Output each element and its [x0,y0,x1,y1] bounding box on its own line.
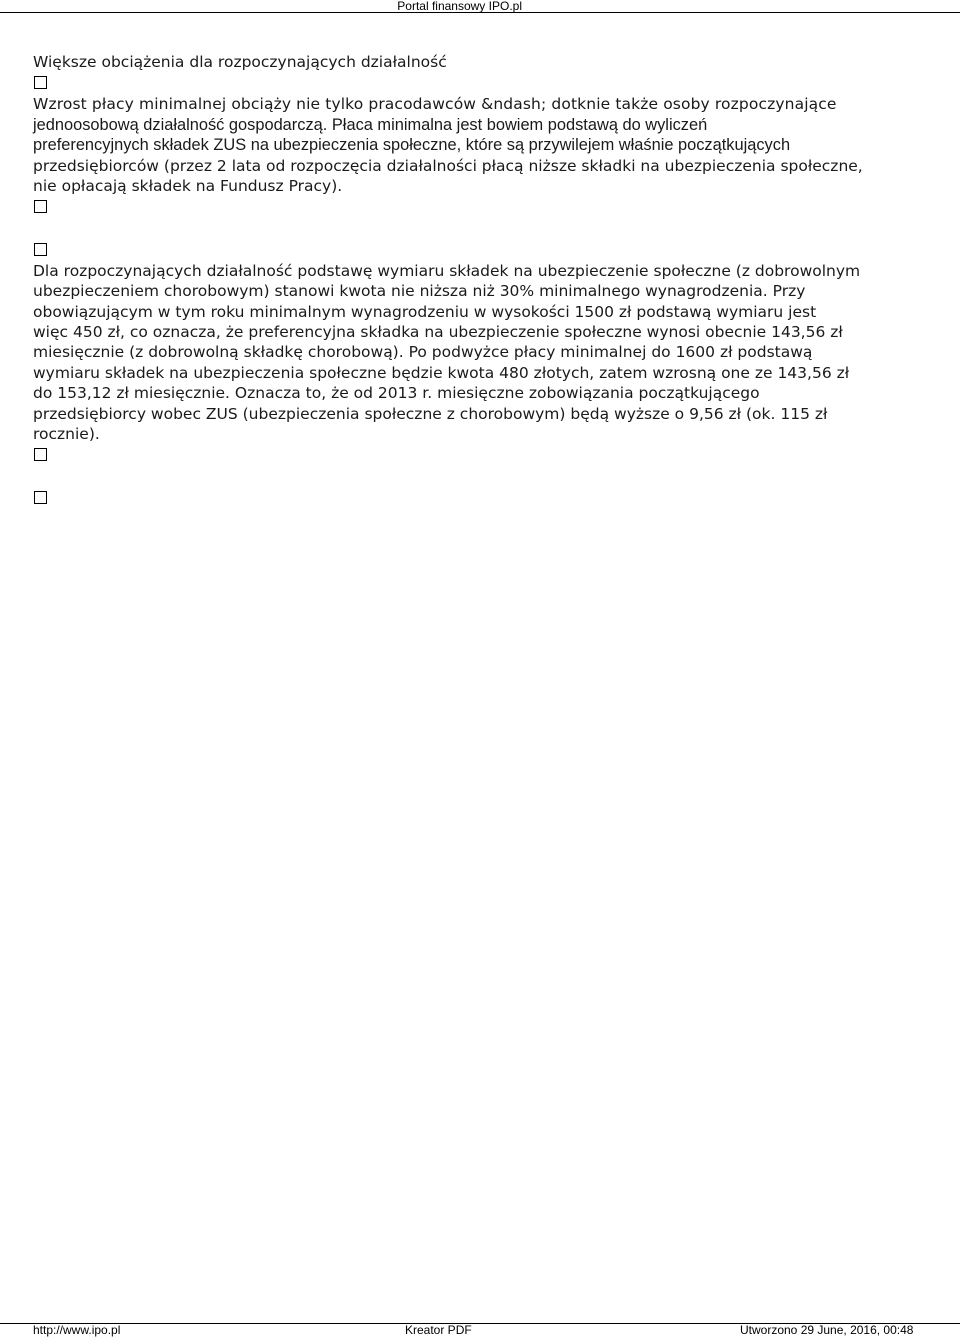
article-heading: Większe obciążenia dla rozpoczynających działalność [33,53,447,71]
footer-generator: Kreator PDF [405,1323,472,1337]
paragraph-2-line-1: Dla rozpoczynających działalność podstawę wymiaru składek na ubezpieczenie społeczne (z dobrowolnym [33,261,861,280]
spacer [33,466,933,486]
paragraph-1-line-4: przedsiębiorców (przez 2 lata od rozpoczęcia działalności płacą niższe składki na ubezpieczenia społeczne, [33,156,863,175]
header-divider [0,12,960,13]
paragraph-2-line-6: wymiaru składek na ubezpieczenia społeczne będzie kwota 480 złotych, zatem wzrosną one ze 143,56 zł [33,363,850,382]
paragraph-2-line-2: ubezpieczeniem chorobowym) stanowi kwota nie niższa niż 30% minimalnego wynagrodzenia. Przy [33,282,806,301]
paragraph-1-line-1: Wzrost płacy minimalnej obciąży nie tylko pracodawców &ndash; dotknie także osoby rozpoczynające [33,95,837,114]
paragraph-1-line-2: jednoosobową działalność gospodarczą. Płaca minimalna jest bowiem podstawą do wyliczeń [33,115,708,134]
paragraph-1-line-3: preferencyjnych składek ZUS na ubezpieczenia społeczne, które są przywilejem właśnie początkujących [33,136,791,155]
paragraph-2-line-5: miesięcznie (z dobrowolną składkę chorobową). Po podwyżce płacy minimalnej do 1600 zł podstawą [33,343,813,362]
paragraph-1-line-5: nie opłacają składek na Fundusz Pracy). [33,177,343,196]
paragraph-2-line-4: więc 450 zł, co oznacza, że preferencyjna składka na ubezpieczenie społeczne wynosi obecnie 143,56 zł [33,323,843,342]
missing-glyph-box-icon [34,243,47,256]
missing-glyph-box-icon [34,76,47,89]
page-header-title: Portal finansowy IPO.pl [397,0,522,13]
paragraph-2-line-8: przedsiębiorcy wobec ZUS (ubezpieczenia społeczne z chorobowym) będą wyższe o 9,56 zł (ok. 115 zł [33,404,828,423]
missing-glyph-box-icon [34,491,47,504]
article-body [33,52,933,509]
paragraph-2-line-7: do 153,12 zł miesięcznie. Oznacza to, że od 2013 r. miesięczne zobowiązania początkującego [33,384,760,403]
missing-glyph-box-icon [34,448,47,461]
footer-created-date: Utworzono 29 June, 2016, 00:48 [740,1323,914,1337]
missing-glyph-box-icon [34,200,47,213]
paragraph-2-line-9: rocznie). [33,425,100,444]
footer-url: http://www.ipo.pl [33,1323,121,1337]
paragraph-2-line-3: obowiązującym w tym roku minimalnym wynagrodzeniu w wysokości 1500 zł podstawą wymiaru jest [33,302,817,321]
spacer [33,218,933,238]
